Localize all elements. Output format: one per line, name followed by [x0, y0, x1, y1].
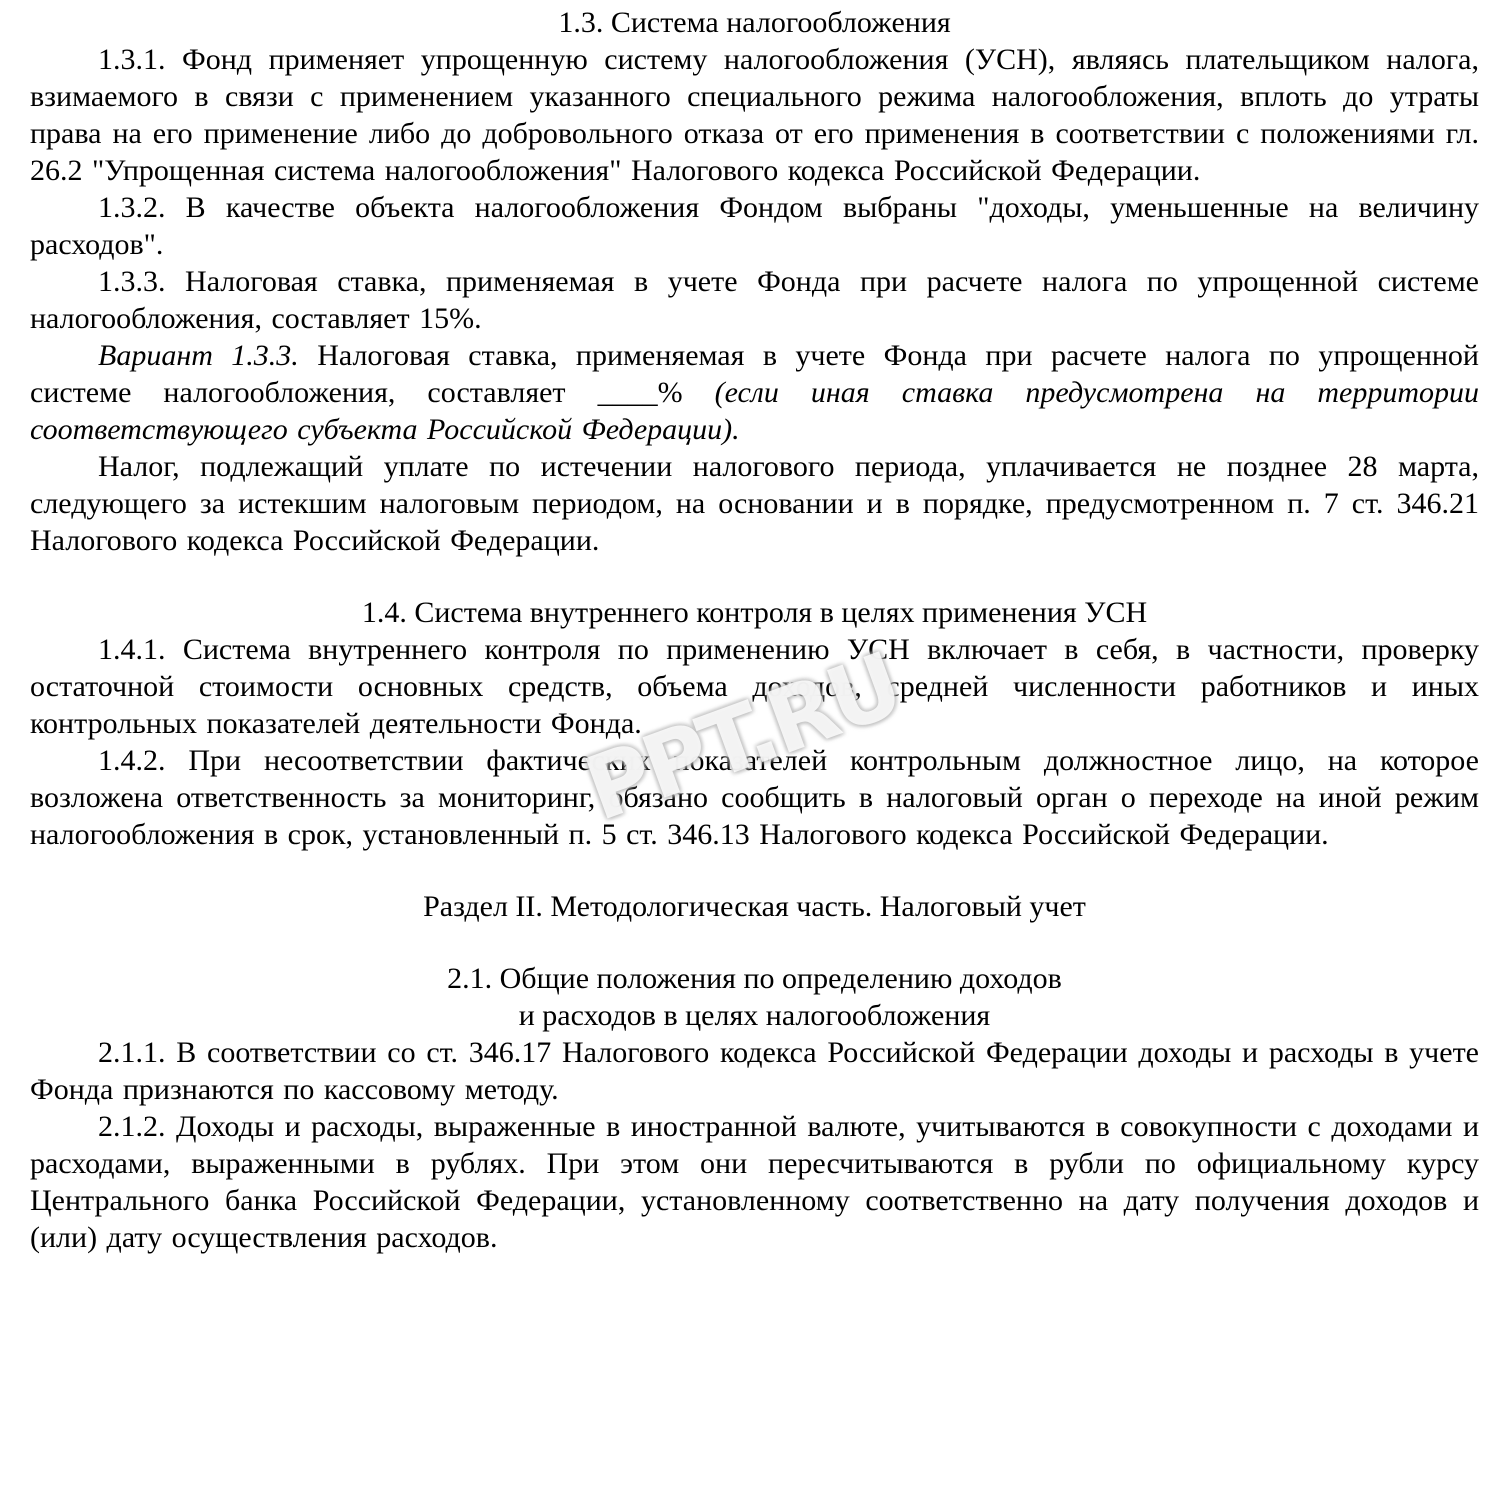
heading-1-3: 1.3. Система налогообложения: [558, 6, 951, 39]
paragraph-1-3-1: 1.3.1. Фонд применяет упрощенную систему налогообложения (УСН), являясь плательщиком налога, взимаемого в связи с применением указанного специального режима налогообложения, вплоть до утраты права на его применение либо до добровольного отказа от его применения в соответствии с положениями гл. 26.2 "Упрощенная система налогообложения" Налогового кодекса Российской Федерации.: [30, 43, 1479, 187]
paragraph-2-1-2: 2.1.2. Доходы и расходы, выраженные в иностранной валюте, учитываются в совокупности с доходами и расходами, выраженными в рублях. При этом они пересчитываются в рубли по официальному курсу Центрального банка Российской Федерации, установленному соответственно на дату получения доходов и (или) дату осуществления расходов.: [30, 1110, 1479, 1254]
variant-note-italic: (если иная ставка предусмотрена на территории соответствующего субъекта Российской Федерации).: [30, 376, 1479, 446]
paragraph-variant-1-3-3: [30, 337, 1479, 448]
heading-1-4: 1.4. Система внутреннего контроля в целях применения УСН: [361, 596, 1148, 629]
ppt-ru-watermark: PPT.RU: [572, 633, 912, 841]
heading-section-2: Раздел II. Методологическая часть. Налоговый учет: [423, 890, 1086, 923]
paragraph-1-3-3: 1.3.3. Налоговая ставка, применяемая в учете Фонда при расчете налога по упрощенной системе налогообложения, составляет 15%.: [30, 265, 1479, 335]
heading-2-1-line2: и расходов в целях налогообложения: [518, 999, 991, 1032]
paragraph-1-4-1: 1.4.1. Система внутреннего контроля по применению УСН включает в себя, в частности, проверку остаточной стоимости основных средств, объема доходов, средней численности работников и иных контрольных показателей деятельности Фонда.: [30, 633, 1479, 740]
heading-2-1: [30, 960, 1479, 1034]
variant-body-text: Налоговая ставка, применяемая в учете Фонда при расчете налога по упрощенной системе налогообложения, составляет ____%: [30, 339, 1479, 409]
heading-2-1-line1: 2.1. Общие положения по определению доходов: [447, 962, 1062, 995]
paragraph-1-4-2: 1.4.2. При несоответствии фактических показателей контрольным должностное лицо, на которое возложена ответственность за мониторинг, обязано сообщить в налоговый орган о переходе на иной режим налогообложения в срок, установленный п. 5 ст. 346.13 Налогового кодекса Российской Федерации.: [30, 744, 1479, 851]
variant-label-italic: Вариант 1.3.3.: [98, 339, 299, 372]
paragraph-1-3-2: 1.3.2. В качестве объекта налогообложения Фондом выбраны "доходы, уменьшенные на величину расходов".: [30, 191, 1479, 261]
paragraph-2-1-1: 2.1.1. В соответствии со ст. 346.17 Налогового кодекса Российской Федерации доходы и расходы в учете Фонда признаются по кассовому методу.: [30, 1036, 1479, 1106]
paragraph-tax-due: Налог, подлежащий уплате по истечении налогового периода, уплачивается не позднее 28 марта, следующего за истекшим налоговым периодом, на основании и в порядке, предусмотренном п. 7 ст. 346.21 Налогового кодекса Российской Федерации.: [30, 450, 1479, 557]
document-body: [30, 4, 1479, 1256]
